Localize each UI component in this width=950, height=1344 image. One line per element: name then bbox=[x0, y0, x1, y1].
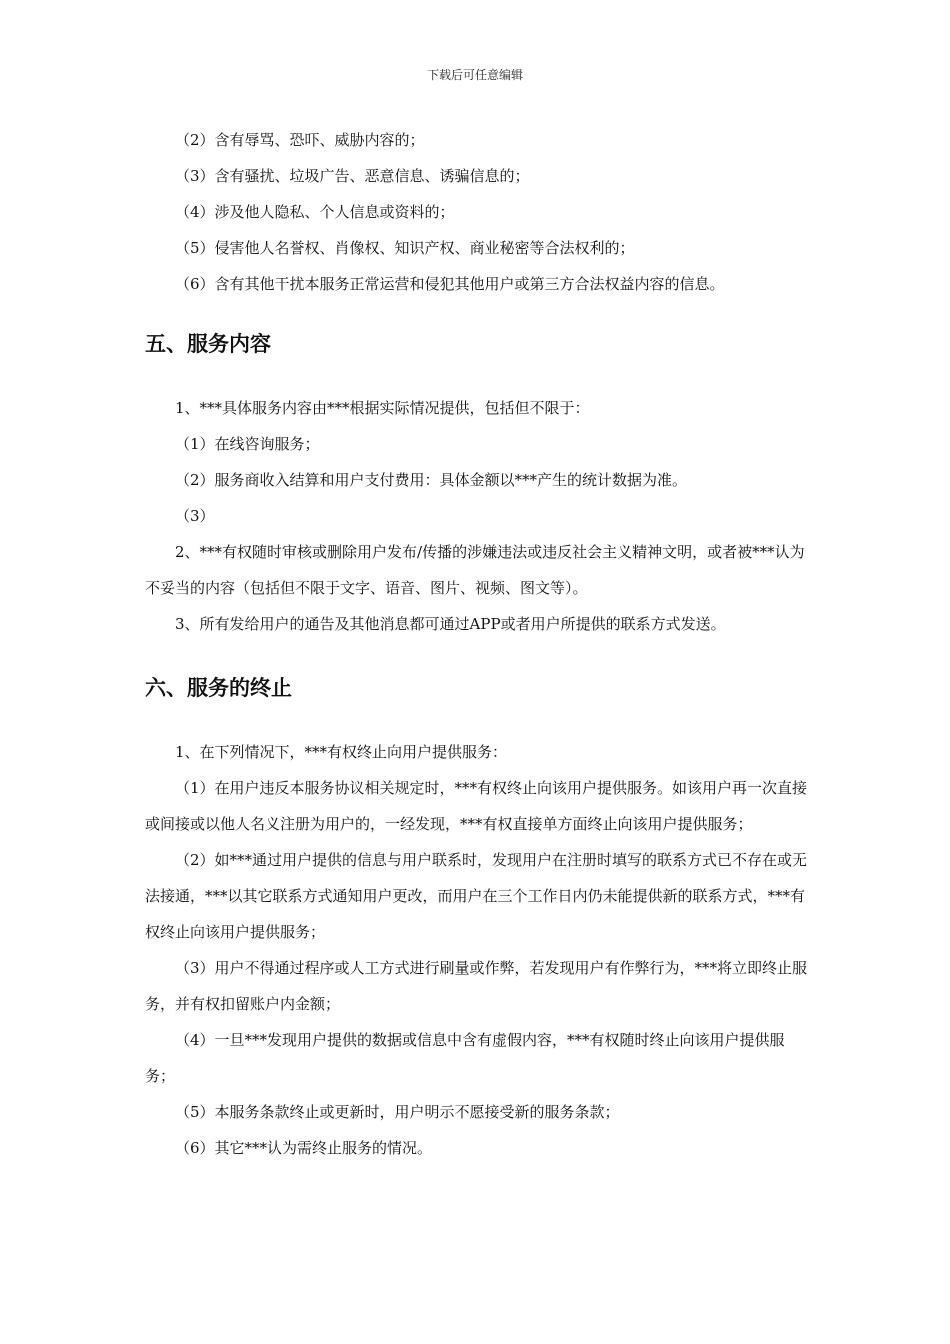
section5-paragraph: （1）在线咨询服务； bbox=[175, 435, 320, 453]
document-body bbox=[145, 122, 810, 1166]
section4-item-5: （5）侵害他人名誉权、肖像权、知识产权、商业秘密等合法权利的； bbox=[175, 239, 635, 257]
section5-paragraph: （2）服务商收入结算和用户支付费用：具体金额以***产生的统计数据为准。 bbox=[175, 471, 688, 489]
section5-paragraph: 2、***有权随时审核或删除用户发布/传播的涉嫌违法或违反社会主义精神文明，或者被***认为不妥当的内容（包括但不限于文字、语音、图片、视频、图文等）。 bbox=[145, 543, 805, 597]
section4-item-3: （3）含有骚扰、垃圾广告、恶意信息、诱骗信息的； bbox=[175, 167, 530, 185]
section5-paragraph: （3） bbox=[175, 507, 215, 525]
section4-item-4: （4）涉及他人隐私、个人信息或资料的； bbox=[175, 203, 455, 221]
section5-paragraph: 3、所有发给用户的通告及其他消息都可通过APP或者用户所提供的联系方式发送。 bbox=[175, 615, 726, 633]
header-note: 下载后可任意编辑 bbox=[426, 68, 523, 82]
section6-paragraph: （4）一旦***发现用户提供的数据或信息中含有虚假内容，***有权随时终止向该用户提供服务； bbox=[145, 1031, 785, 1085]
section4-item-6: （6）含有其他干扰本服务正常运营和侵犯其他用户或第三方合法权益内容的信息。 bbox=[175, 275, 725, 293]
section6-paragraph: （1）在用户违反本服务协议相关规定时，***有权终止向该用户提供服务。如该用户再一次直接或间接或以他人名义注册为用户的，一经发现，***有权直接单方面终止向该用户提供服务； bbox=[145, 779, 808, 833]
section5-paragraph: 1、***具体服务内容由***根据实际情况提供，包括但不限于： bbox=[175, 399, 590, 417]
section6-paragraph: （6）其它***认为需终止服务的情况。 bbox=[175, 1139, 433, 1157]
section6-paragraph: （3）用户不得通过程序或人工方式进行刷量或作弊，若发现用户有作弊行为，***将立即终止服务，并有权扣留账户内金额； bbox=[145, 959, 808, 1013]
section5-heading: 五、服务内容 bbox=[145, 332, 271, 356]
section6-paragraph: 1、在下列情况下，***有权终止向用户提供服务： bbox=[175, 743, 508, 761]
section4-item-2: （2）含有辱骂、恐吓、威胁内容的； bbox=[175, 131, 425, 149]
section6-paragraph: （2）如***通过用户提供的信息与用户联系时，发现用户在注册时填写的联系方式已不存在或无法接通，***以其它联系方式通知用户更改，而用户在三个工作日内仍未能提供新的联系方式，***有权终止向该用户提供服务； bbox=[145, 851, 808, 941]
section6-heading: 六、服务的终止 bbox=[145, 676, 292, 700]
section6-paragraph: （5）本服务条款终止或更新时，用户明示不愿接受新的服务条款； bbox=[175, 1103, 620, 1121]
